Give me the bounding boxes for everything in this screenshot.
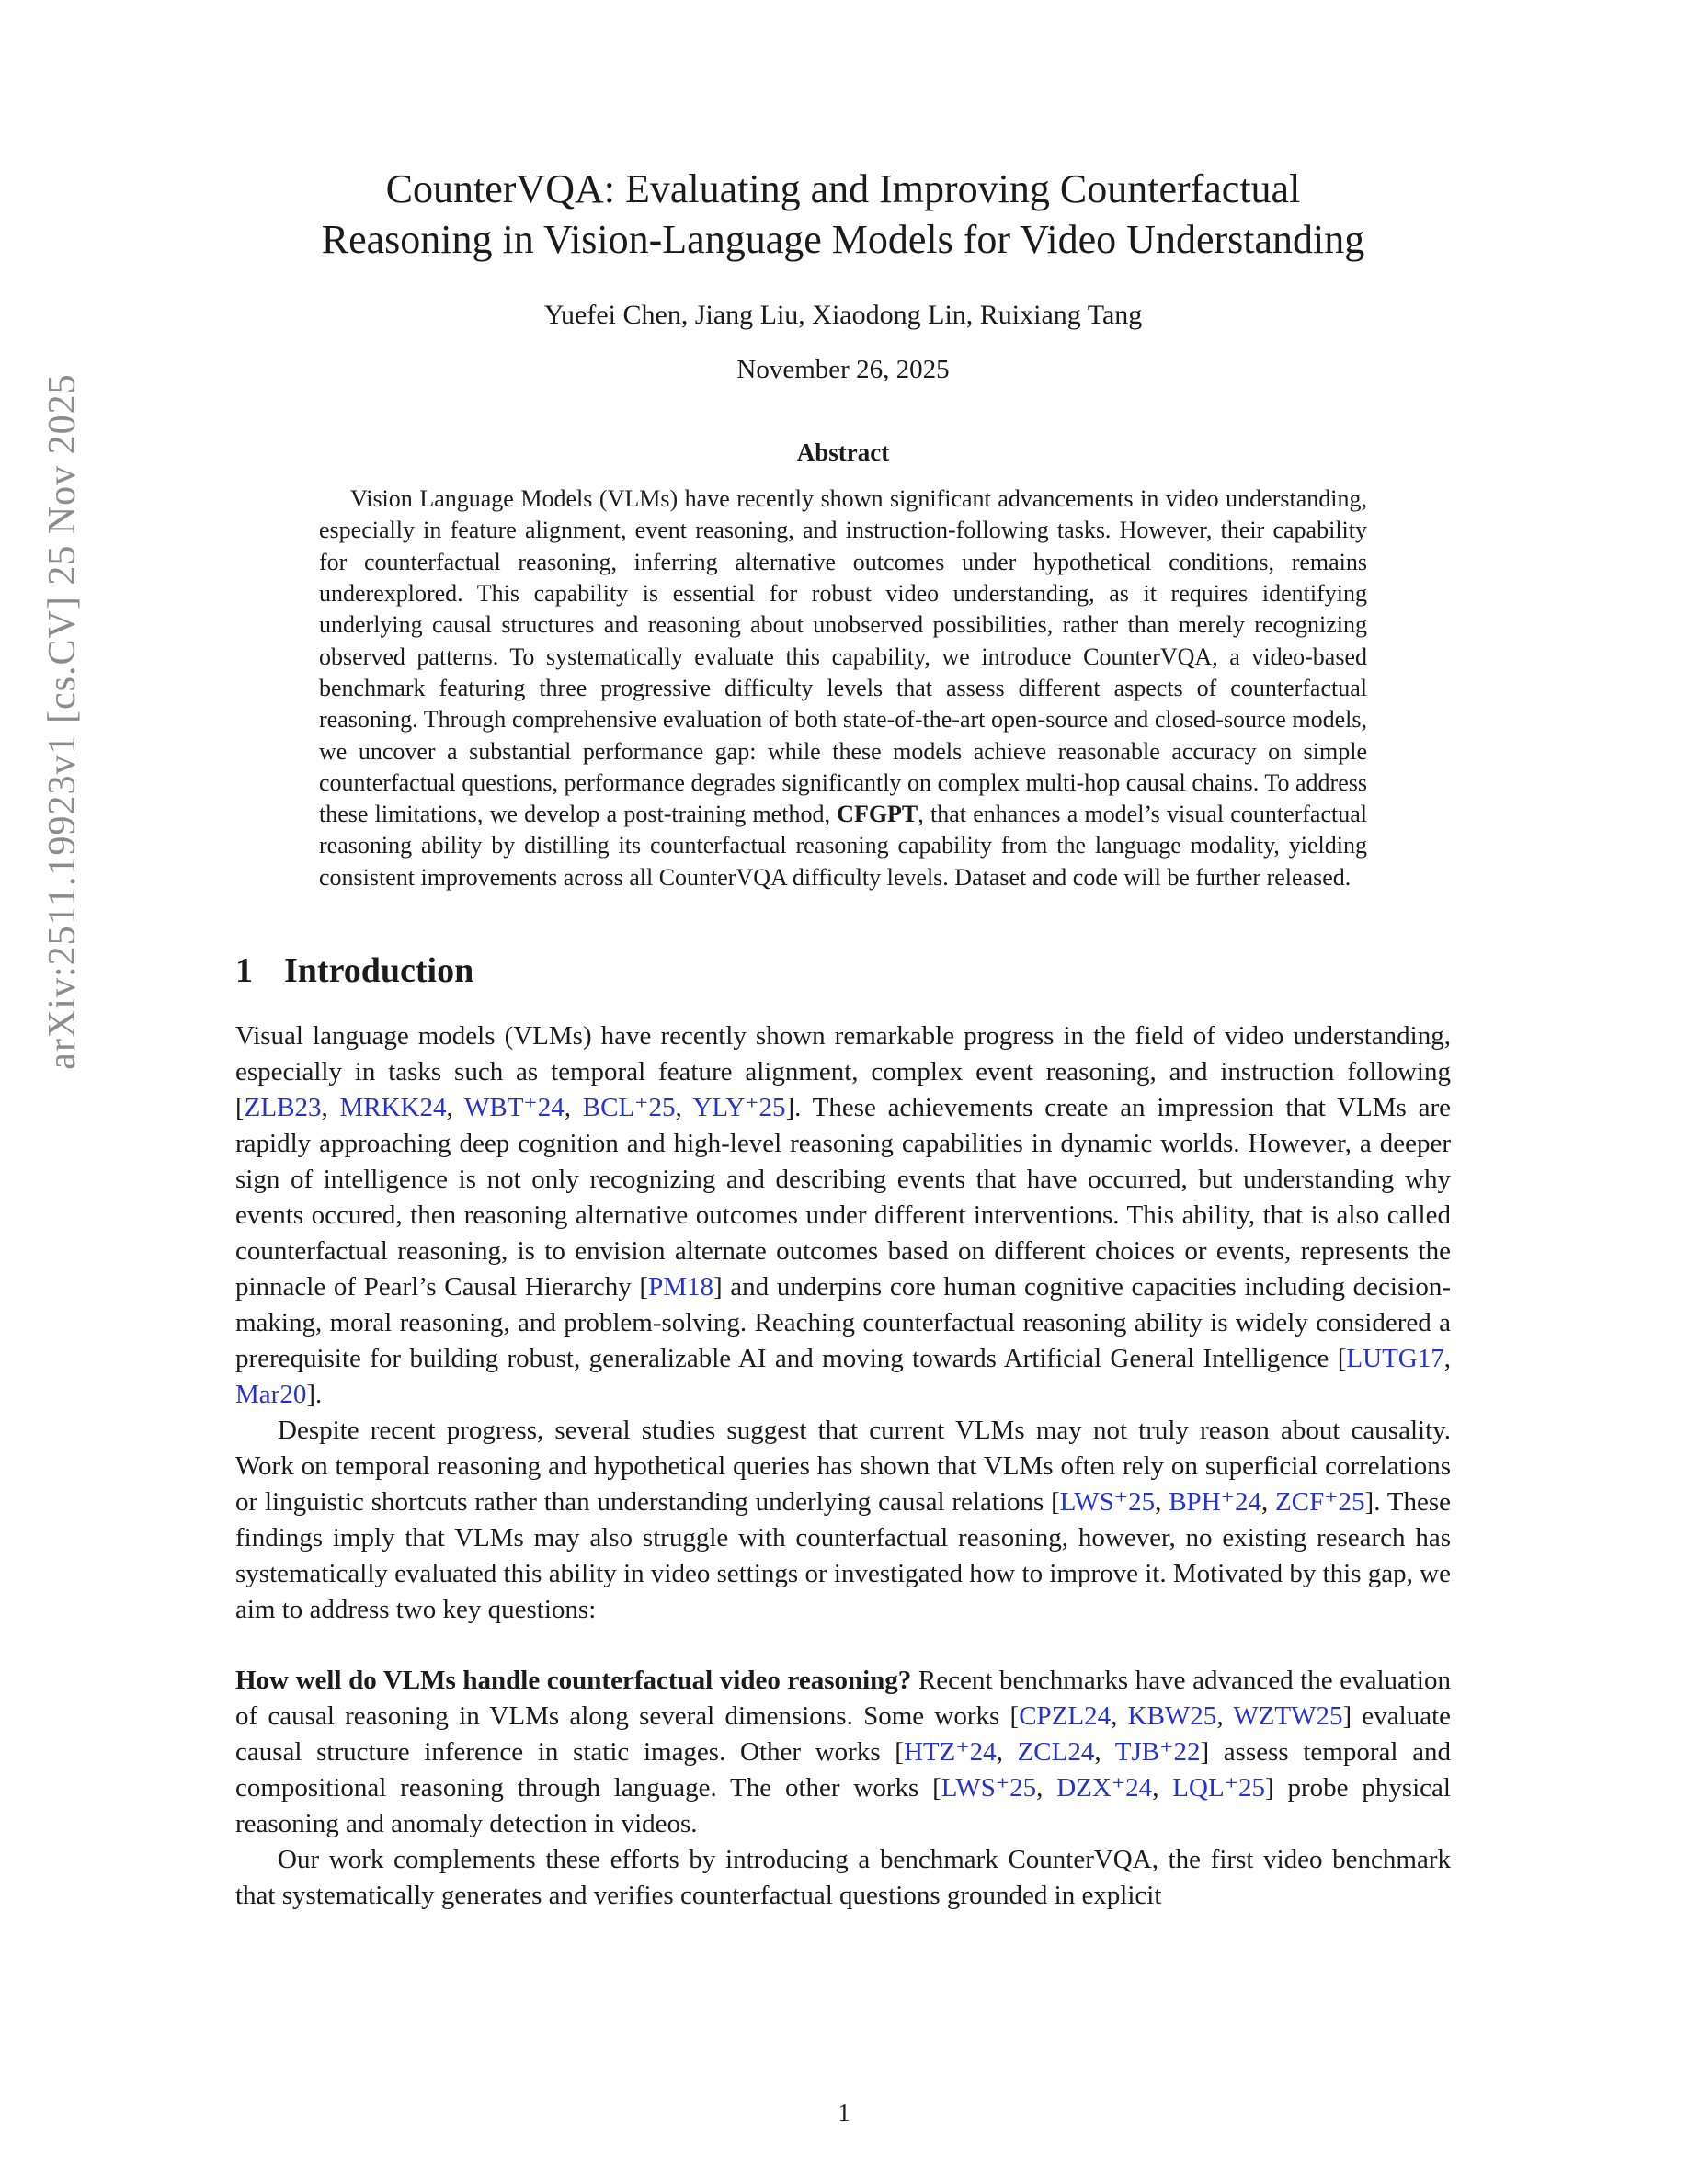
section-number: 1 xyxy=(235,951,253,991)
bold-run: How well do VLMs handle counterfactual video reasoning? xyxy=(235,1666,912,1696)
intro-paragraph-2 xyxy=(235,1413,1451,1628)
citation-link[interactable]: CPZL24 xyxy=(1019,1701,1112,1732)
citation-link[interactable]: WBT⁺24 xyxy=(464,1093,565,1123)
citation-link[interactable]: TJB⁺22 xyxy=(1114,1737,1201,1768)
citation-link[interactable]: Mar20 xyxy=(235,1380,307,1410)
text-run: , xyxy=(675,1093,693,1123)
text-run: , xyxy=(446,1093,464,1123)
intro-paragraph-3-research-question xyxy=(235,1663,1451,1842)
text-run: , xyxy=(564,1093,583,1123)
text-run: , xyxy=(1094,1737,1115,1768)
citation-link[interactable]: LQL⁺25 xyxy=(1172,1773,1265,1803)
text-run: Recent benchmarks have advanced the evaluation of causal reasoning in VLMs along several dimensions. Some works [ xyxy=(235,1666,1451,1732)
arxiv-watermark: arXiv:2511.19923v1 [cs.CV] 25 Nov 2025 xyxy=(41,373,84,1070)
citation-link[interactable]: LUTG17 xyxy=(1346,1344,1444,1374)
text-run: Our work complements these efforts by introducing a benchmark CounterVQA, the first video benchmark that systematically generates and verifies counterfactual questions grounded in explicit xyxy=(235,1845,1451,1911)
abstract-heading: Abstract xyxy=(796,438,890,466)
text-run: , xyxy=(1152,1773,1173,1803)
authors-line: Yuefei Chen, Jiang Liu, Xiaodong Lin, Ruixiang Tang xyxy=(543,300,1143,330)
text-run: ] evaluate causal structure inference in static images. Other works [ xyxy=(235,1701,1452,1768)
citation-link[interactable]: HTZ⁺24 xyxy=(903,1737,997,1768)
citation-link[interactable]: ZCL24 xyxy=(1017,1737,1095,1768)
citation-link[interactable]: KBW25 xyxy=(1127,1701,1217,1732)
intro-paragraph-4 xyxy=(235,1842,1451,1914)
citation-link[interactable]: WZTW25 xyxy=(1233,1701,1343,1732)
text-run: Visual language models (VLMs) have recently shown remarkable progress in the field of video understanding, especially in tasks such as temporal feature alignment, complex event reasoning, and instruction following [ xyxy=(235,1021,1451,1123)
citation-link[interactable]: DZX⁺24 xyxy=(1056,1773,1153,1803)
text-run: , xyxy=(1155,1487,1169,1518)
text-run: ] and underpins core human cognitive capacities including decision-making, moral reasoning, and problem-solving. Reaching counterfactual reasoning ability is widely considered a prerequisite for building robust, generalizable AI and moving towards Artificial General Intelligence [ xyxy=(235,1272,1451,1374)
page-number: 1 xyxy=(838,2099,850,2126)
text-run: ]. xyxy=(306,1380,323,1410)
text-run: ]. These findings imply that VLMs may also struggle with counterfactual reasoning, however, no existing research has systematically evaluated this ability in video settings or investigated how to improve it. Motivated by this gap, we aim to address two key questions: xyxy=(235,1487,1452,1625)
text-run: , xyxy=(1036,1773,1057,1803)
paper-title xyxy=(235,164,1451,265)
citation-link[interactable]: BCL⁺25 xyxy=(582,1093,676,1123)
intro-paragraph-1 xyxy=(235,1018,1451,1413)
paper-title-line-2: Reasoning in Vision-Language Models for Video Understanding xyxy=(321,217,1365,262)
citation-link[interactable]: LWS⁺25 xyxy=(1059,1487,1156,1518)
date-line: November 26, 2025 xyxy=(736,355,950,384)
citation-link[interactable]: BPH⁺24 xyxy=(1169,1487,1261,1518)
section-title: Introduction xyxy=(284,951,474,991)
section-heading-introduction xyxy=(235,950,1451,991)
text-run: ] probe physical reasoning and anomaly detection in videos. xyxy=(235,1773,1451,1839)
text-run: ] assess temporal and compositional reasoning through language. The other works [ xyxy=(235,1737,1451,1803)
text-run: , xyxy=(1111,1701,1128,1732)
citation-link[interactable]: YLY⁺25 xyxy=(692,1093,786,1123)
citation-link[interactable]: LWS⁺25 xyxy=(941,1773,1037,1803)
citation-link[interactable]: PM18 xyxy=(648,1272,713,1302)
paper-content xyxy=(235,164,1451,1914)
bold-run: CFGPT xyxy=(837,801,918,828)
text-run: , xyxy=(1260,1487,1276,1518)
text-run: , that enhances a model’s visual counterfactual reasoning ability by distilling its counterfactual reasoning capability from the language modality, yielding consistent improvements across all CounterVQA difficulty levels. Dataset and code will be further released. xyxy=(319,801,1367,891)
text-run: , xyxy=(1443,1344,1451,1374)
citation-link[interactable]: MRKK24 xyxy=(339,1093,447,1123)
text-run: ]. These achievements create an impression that VLMs are rapidly approaching deep cognition and high-level reasoning capabilities in dynamic worlds. However, a deeper sign of intelligence is not only recognizing and describing events that have occurred, but understanding why events occured, then reasoning alternative outcomes under different interventions. This ability, that is also called counterfactual reasoning, is to envision alternate outcomes based on different choices or events, represents the pinnacle of Pearl’s Causal Hierarchy [ xyxy=(235,1093,1452,1302)
text-run: , xyxy=(1216,1701,1234,1732)
text-run: Vision Language Models (VLMs) have recently shown significant advancements in video understanding, especially in feature alignment, event reasoning, and instruction-following tasks. However, their capability for counterfactual reasoning, inferring alternative outcomes under hypothetical conditions, remains underexplored. This capability is essential for robust video understanding, as it requires identifying underlying causal structures and reasoning about unobserved possibilities, rather than merely recognizing observed patterns. To systematically evaluate this capability, we introduce CounterVQA, a video-based benchmark featuring three progressive difficulty levels that assess different aspects of counterfactual reasoning. Through comprehensive evaluation of both state-of-the-art open-source and closed-source models, we uncover a substantial performance gap: while these models achieve reasonable accuracy on simple counterfactual questions, performance degrades significantly on complex multi-hop causal chains. To address these limitations, we develop a post-training method, xyxy=(319,485,1367,828)
text-run: Despite recent progress, several studies suggest that current VLMs may not truly reason about causality. Work on temporal reasoning and hypothetical queries has shown that VLMs often rely on superficial correlations or linguistic shortcuts rather than understanding underlying causal relations [ xyxy=(235,1416,1451,1518)
citation-link[interactable]: ZLB23 xyxy=(244,1093,322,1123)
abstract-body xyxy=(319,483,1367,893)
paper-title-line-1: CounterVQA: Evaluating and Improving Counterfactual xyxy=(385,166,1301,211)
citation-link[interactable]: ZCF⁺25 xyxy=(1275,1487,1365,1518)
text-run: , xyxy=(996,1737,1018,1768)
text-run: , xyxy=(321,1093,340,1123)
